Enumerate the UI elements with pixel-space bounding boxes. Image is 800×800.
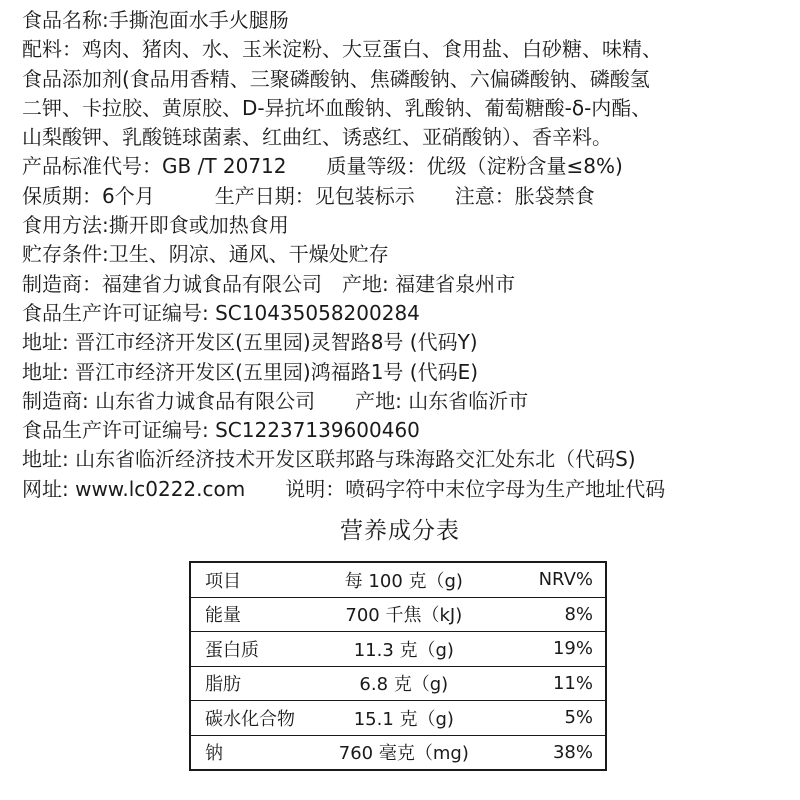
nutrient-nrv: 8% xyxy=(504,597,606,632)
nutrition-table xyxy=(189,561,607,771)
nutrient-nrv: 5% xyxy=(504,701,606,736)
nutrient-name: 脂肪 xyxy=(190,666,304,701)
info-line-address-s: 地址: 山东省临沂经济技术开发区联邦路与珠海路交汇处东北（代码S) xyxy=(22,447,636,472)
info-line-usage: 食用方法:撕开即食或加热食用 xyxy=(22,213,289,238)
header-item: 项目 xyxy=(205,570,241,592)
nutrient-amount: 6.8 克（g) xyxy=(304,666,504,701)
header-per-100g: 每 100 克（g) xyxy=(344,570,463,592)
info-line-storage: 贮存条件:卫生、阴凉、通风、干燥处贮存 xyxy=(22,242,389,267)
nutrient-name: 能量 xyxy=(190,597,304,632)
nutrition-row-protein xyxy=(190,632,606,667)
info-line-manufacturer-shandong: 制造商: 山东省力诚食品有限公司 产地: 山东省临沂市 xyxy=(22,388,529,413)
nutrition-row-fat xyxy=(190,666,606,701)
nutrient-name: 钠 xyxy=(190,735,304,770)
info-line-ingredients-1: 配料：鸡肉、猪肉、水、玉米淀粉、大豆蛋白、食用盐、白砂糖、味精、 xyxy=(22,37,662,62)
info-line-ingredients-3: 二钾、卡拉胶、黄原胶、D-异抗坏血酸钠、乳酸钠、葡萄糖酸-δ-内酯、 xyxy=(22,95,652,120)
info-line-license-shandong: 食品生产许可证编号: SC12237139600460 xyxy=(22,418,420,443)
info-line-standard-grade: 产品标准代号：GB /T 20712 质量等级：优级（淀粉含量≤8%) xyxy=(22,154,623,179)
nutrient-amount: 11.3 克（g) xyxy=(304,632,504,667)
nutrition-row-sodium xyxy=(190,735,606,770)
nutrition-header-row xyxy=(190,562,606,597)
info-line-shelf-life: 保质期：6个月 生产日期：见包装标示 注意：胀袋禁食 xyxy=(22,183,595,208)
info-line-product-name: 食品名称:手撕泡面水手火腿肠 xyxy=(22,8,289,32)
info-line-ingredients-4: 山梨酸钾、乳酸链球菌素、红曲红、诱惑红、亚硝酸钠）、香辛料。 xyxy=(22,125,612,150)
info-line-ingredients-2: 食品添加剂(食品用香精、三聚磷酸钠、焦磷酸钠、六偏磷酸钠、磷酸氢 xyxy=(22,66,650,91)
nutrient-nrv: 19% xyxy=(504,632,606,667)
nutrient-name: 蛋白质 xyxy=(190,632,304,667)
info-line-license-fujian: 食品生产许可证编号: SC10435058200284 xyxy=(22,300,420,325)
info-line-address-e: 地址: 晋江市经济开发区(五里园)鸿福路1号 (代码E) xyxy=(22,359,479,384)
info-line-address-y: 地址: 晋江市经济开发区(五里园)灵智路8号 (代码Y) xyxy=(22,330,478,355)
nutrition-row-energy xyxy=(190,597,606,632)
nutrition-table-title: 营养成分表 xyxy=(340,518,460,544)
nutrition-row-carbohydrate xyxy=(190,701,606,736)
nutrient-amount: 15.1 克（g) xyxy=(304,701,504,736)
nutrient-nrv: 38% xyxy=(504,735,606,770)
nutrient-amount: 760 毫克（mg) xyxy=(304,735,504,770)
product-info-block xyxy=(22,6,792,504)
info-line-website-note: 网址: www.lc0222.com 说明：喷码字符中末位字母为生产地址代码 xyxy=(22,476,666,501)
info-line-manufacturer-fujian: 制造商：福建省力诚食品有限公司 产地: 福建省泉州市 xyxy=(22,271,516,296)
nutrient-amount: 700 千焦（kJ) xyxy=(304,597,504,632)
nutrient-name: 碳水化合物 xyxy=(190,701,304,736)
nutrient-nrv: 11% xyxy=(504,666,606,701)
header-nrv: NRV% xyxy=(538,569,593,591)
